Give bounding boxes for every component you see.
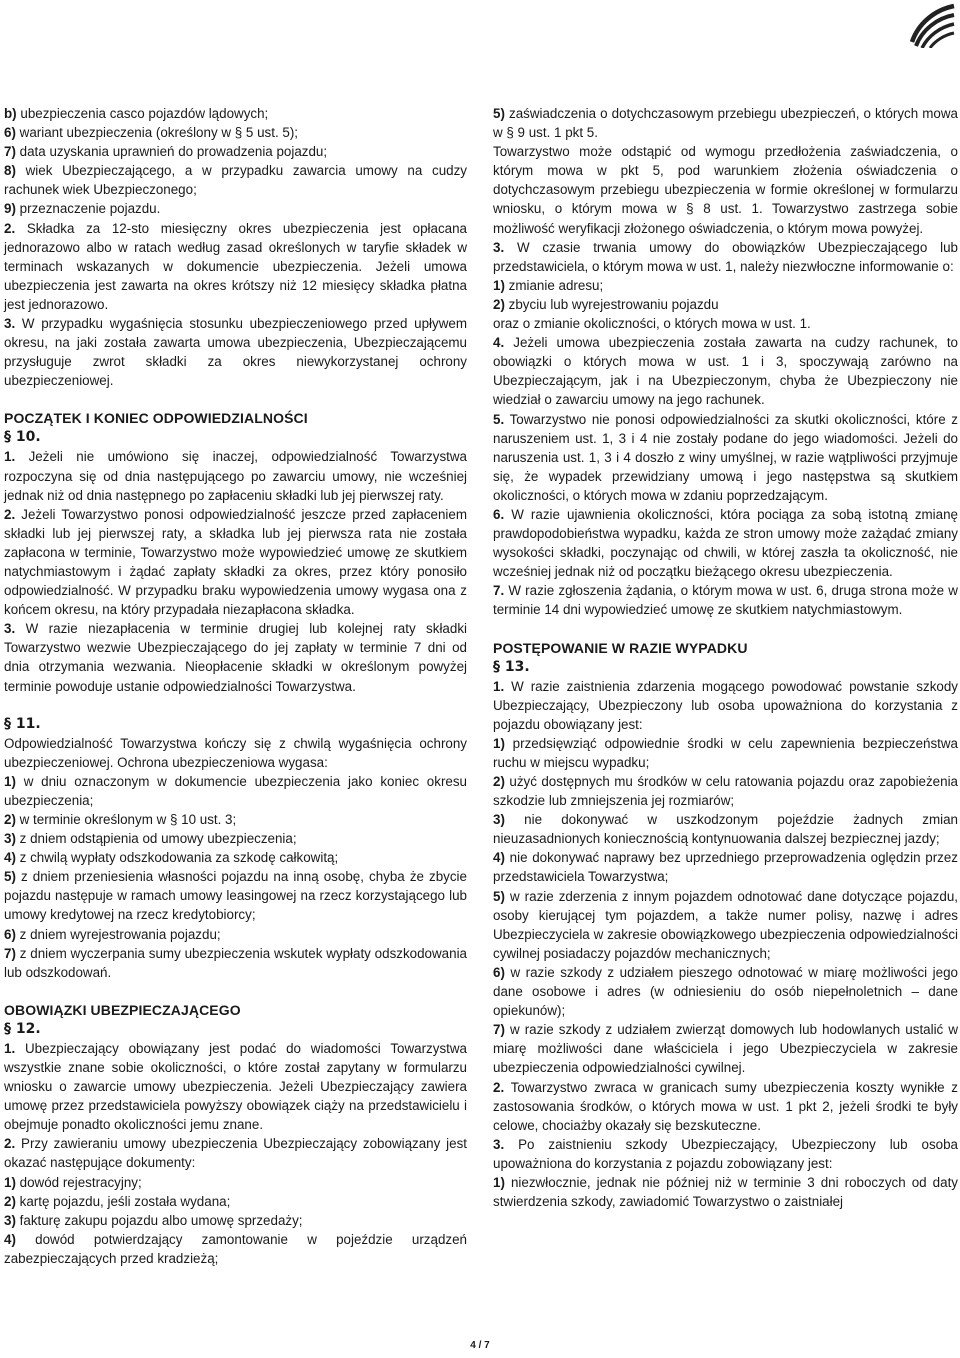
list-item: 8) wiek Ubezpieczającego, a w przypadku zawarcia umowy na cudzy rachunek wiek Ubezpieczonego; — [4, 163, 467, 198]
list-item: 3) fakturę zakupu pojazdu albo umowę sprzedaży; — [4, 1212, 303, 1228]
list-item: 4) nie dokonywać naprawy bez uprzedniego przeprowadzenia oględzin przez przedstawiciela Towarzystwa; — [493, 850, 958, 885]
par11-list — [4, 772, 467, 982]
list-item: 4) dowód potwierdzający zamontowanie w pojeździe urządzeń zabezpieczających przed kradzieżą; — [4, 1231, 467, 1266]
list-item: 6) w razie szkody z udziałem pieszego odnotować w miarę możliwości jego dane osobowe i adres (w odniesieniu do osób niepełnoletnich – dane opiekunów); — [493, 964, 958, 1019]
list-item: 1. W razie zaistnienia zdarzenia mogącego powodować powstanie szkody Ubezpieczający, Ubezpieczony lub osoba upoważniona do korzystania z pojazdu obowiązany jest: — [493, 678, 958, 732]
list-item: Towarzystwo może odstąpić od wymogu przedłożenia zaświadczenia, o którym mowa w pkt 5, pod warunkiem złożenia oświadczenia o dotychczasowym przebiegu ubezpieczenia w formie określonej w formularzu wniosku, o którym mowa w § 8 ust. 1. Towarzystwo zastrzega sobie możliwość weryfikacji złożonego oświadczenia, o którym mowa powyżej. — [493, 144, 958, 236]
list-item: 1) dowód rejestracyjny; — [4, 1174, 142, 1190]
left-column — [4, 104, 467, 1268]
right-column — [493, 104, 958, 1211]
paragraph-number: § 11. — [4, 715, 41, 732]
list-item: 3) nie dokonywać w uszkodzonym pojeździe żadnych zmian nieuzasadnionych koniecznością kontynuowania dalszej bezpiecznej jazdy; — [493, 812, 958, 847]
list-item: 1. Jeżeli nie umówiono się inaczej, odpowiedzialność Towarzystwa rozpoczyna się od dnia następującego po zawarciu umowy, nie wcześniej jednak niż od dnia następnego po zapłaceniu składki lub jej pierwszej raty. — [4, 449, 467, 503]
paragraph-number: § 13. — [493, 658, 530, 675]
list-item: 3. W czasie trwania umowy do obowiązków Ubezpieczającego lub przedstawiciela, o którym mowa w ust. 1, należy niezwłoczne informowanie o: — [493, 239, 958, 274]
list-item: 5) zaświadczenia o dotychczasowym przebiegu ubezpieczeń, o których mowa w § 9 ust. 1 pkt 5. — [493, 106, 958, 141]
list-item: 2) w terminie określonym w § 10 ust. 3; — [4, 812, 237, 827]
list-item: 7) w razie szkody z udziałem zwierząt domowych lub hodowlanych ustalić w miarę możliwości dane właściciela i jego Ubezpieczyciela w zakresie ubezpieczenia odpowiedzialności cywilnej. — [493, 1022, 958, 1076]
list-item: 2. Towarzystwo zwraca w granicach sumy ubezpieczenia koszty wynikłe z zastosowania środków, o których mowa w ust. 1 pkt 2, jeżeli środki te były celowe, chociażby okazały się bezskuteczne. — [493, 1079, 958, 1133]
list-item: oraz o zmianie okoliczności, o których mowa w ust. 1. — [493, 316, 811, 332]
list-item: 7. W razie zgłoszenia żądania, o którym mowa w ust. 6, druga strona może w terminie 14 dni wypowiedzieć umowę ze skutkiem natychmiastowym. — [493, 583, 958, 618]
list-item: 4) z chwilą wypłaty odszkodowania za szkodę całkowitą; — [4, 850, 339, 866]
section-heading: POSTĘPOWANIE W RAZIE WYPADKU — [493, 639, 748, 656]
list-item: 2) kartę pojazdu, jeśli została wydana; — [4, 1193, 231, 1209]
par10-list — [4, 447, 467, 695]
list-item: 3. Po zaistnieniu szkody Ubezpieczający, Ubezpieczony lub osoba upoważniona do korzystania z pojazdu zobowiązany jest: — [493, 1136, 958, 1171]
list-item: 9) przeznaczenie pojazdu. — [4, 201, 161, 217]
list-item: 2. Jeżeli Towarzystwo ponosi odpowiedzialność jeszcze przed zapłaceniem składki lub jej pierwszej raty, a składka lub jej pierwsza rata nie została zapłacona w terminie, Towarzystwo może wypowiedzieć umowę ze skutkiem natychmiastowym i żądać zapłaty składki za okres, przez który ponosiło odpowiedzialność. W przypadku braku wypowiedzenia umowy wygasa ona z końcem okresu, na który przypadała niezapłacona składka. — [4, 506, 467, 618]
list-item: 5) w razie zderzenia z innym pojazdem odnotować dane dotyczące pojazdu, osoby kierującej tym pojazdem, a także numer polisy, nazwę i adres Ubezpieczyciela w zakresie obowiązkowego ubezpieczenia odpowiedzialności cywilnej posiadaczy pojazdów mechanicznych; — [493, 888, 958, 961]
list-item: 5. Towarzystwo nie ponosi odpowiedzialności za skutki okoliczności, które z naruszeniem ust. 1, 3 i 4 nie zostały podane do jego wiadomości. Jeżeli do naruszenia ust. 1, 3 i 4 doszło z winy umyślnej, w razie wątpliwości przyjmuje się, że wypadek przewidziany umową i jego następstwa są skutkiem okoliczności, o których mowa w zdaniu poprzedzającym. — [493, 411, 958, 503]
list-item: 1) przedsięwziąć odpowiednie środki w celu zapewnienia bezpieczeństwa ruchu w miejscu wypadku; — [493, 735, 958, 770]
list-item: 2) zbyciu lub wyrejestrowaniu pojazdu — [493, 296, 719, 312]
list-item: 1) w dniu oznaczonym w dokumencie ubezpieczenia jako koniec okresu ubezpieczenia; — [4, 773, 467, 808]
paragraph-number: § 12. — [4, 1020, 41, 1037]
list-item: 6) wariant ubezpieczenia (określony w § 5 ust. 5); — [4, 125, 299, 141]
left-top-list — [4, 104, 467, 390]
list-item: 1. Ubezpieczający obowiązany jest podać do wiadomości Towarzystwa wszystkie znane sobie okoliczności, o które został zapytany w formularzu wniosku o zawarcie umowy ubezpieczenia. Jeżeli Ubezpieczający zawiera umowę przez przedstawiciela powyższy obowiązek ciąży na przedstawicielu i obejmuje ponadto okoliczności jemu znane. — [4, 1040, 467, 1133]
page-number: 4 / 7 — [470, 1340, 490, 1351]
list-item: 7) data uzyskania uprawnień do prowadzenia pojazdu; — [4, 144, 328, 160]
list-item: 3. W przypadku wygaśnięcia stosunku ubezpieczeniowego przed upływem okresu, na jaki została zawarta umowa ubezpieczenia, Ubezpieczającemu przysługuje zwrot składki za okres niewykorzystanej ochrony ubezpieczeniowej. — [4, 316, 467, 389]
list-item: 4. Jeżeli umowa ubezpieczenia została zawarta na cudzy rachunek, to obowiązki o których mowa w ust. 1 i 3, spoczywają zarówno na Ubezpieczającym, jak i na Ubezpieczonym, chyba że Ubezpieczony nie wiedział o zawarciu umowy na jego rachunek. — [493, 335, 958, 408]
list-item: b) ubezpieczenia casco pojazdów lądowych; — [4, 106, 269, 121]
list-item: 2. Składka za 12-sto miesięczny okres ubezpieczenia jest opłacana jednorazowo albo w ratach według zasad określonych w taryfie składek w terminach wskazanych w dokumencie ubezpieczenia. Jeżeli umowa ubezpieczenia jest zawarta na okres krótszy niż 12 miesięcy składka płatna jest jednorazowo. — [4, 220, 467, 312]
par12-list — [4, 1039, 467, 1268]
list-item: 2. Przy zawieraniu umowy ubezpieczenia Ubezpieczający zobowiązany jest okazać następujące dokumenty: — [4, 1136, 467, 1171]
list-item: 7) z dniem wyczerpania sumy ubezpieczenia wskutek wypłaty odszkodowania lub odszkodowań. — [4, 945, 467, 980]
list-item: 3. W razie niezapłacenia w terminie drugiej lub kolejnej raty składki Towarzystwo wezwie Ubezpieczającego do jej zapłaty w terminie 7 dni od dnia otrzymania wezwania. Nieopłacenie składki w określonym powyżej terminie powoduje ustanie odpowiedzialności Towarzystwa. — [4, 621, 467, 694]
paragraph-number: § 10. — [4, 429, 41, 446]
list-item: 3) z dniem odstąpienia od umowy ubezpieczenia; — [4, 831, 297, 847]
company-logo-icon — [904, 2, 956, 48]
list-item: 2) użyć dostępnych mu środków w celu ratowania pojazdu oraz zapobieżenia szkodzie lub zmniejszenia jej rozmiarów; — [493, 774, 958, 809]
list-item: 1) zmianie adresu; — [493, 277, 604, 293]
paragraph-intro: Odpowiedzialność Towarzystwa kończy się z chwilą wygaśnięcia ochrony ubezpieczeniowej. Ochrona ubezpieczeniowa wygasa: — [4, 735, 467, 770]
list-item: 1) niezwłocznie, jednak nie później niż w terminie 3 dni roboczych od daty stwierdzenia szkody, zawiadomić Towarzystwo o zaistniałej — [493, 1174, 958, 1210]
list-item: 6. W razie ujawnienia okoliczności, która pociąga za sobą istotną zmianę prawdopodobieństwa wypadku, każda ze stron umowy może zażądać zmiany wysokości składki, poczynając od chwili, w której zaszła ta okoliczność, nie wcześniej jednak niż od początku bieżącego okresu ubezpieczenia. — [493, 506, 958, 580]
list-item: 6) z dniem wyrejestrowania pojazdu; — [4, 926, 221, 942]
right-top-list — [493, 104, 958, 620]
par13-list — [493, 677, 958, 1212]
section-heading: POCZĄTEK I KONIEC ODPOWIEDZIALNOŚCI — [4, 410, 308, 427]
section-heading: OBOWIĄZKI UBEZPIECZAJĄCEGO — [4, 1001, 241, 1018]
list-item: 5) z dniem przeniesienia własności pojazdu na inną osobę, chyba że zbycie pojazdu następuje w ramach umowy leasingowej na rzecz korzystającego lub umowy kredytowej na rzecz kredytobiorcy; — [4, 869, 467, 923]
